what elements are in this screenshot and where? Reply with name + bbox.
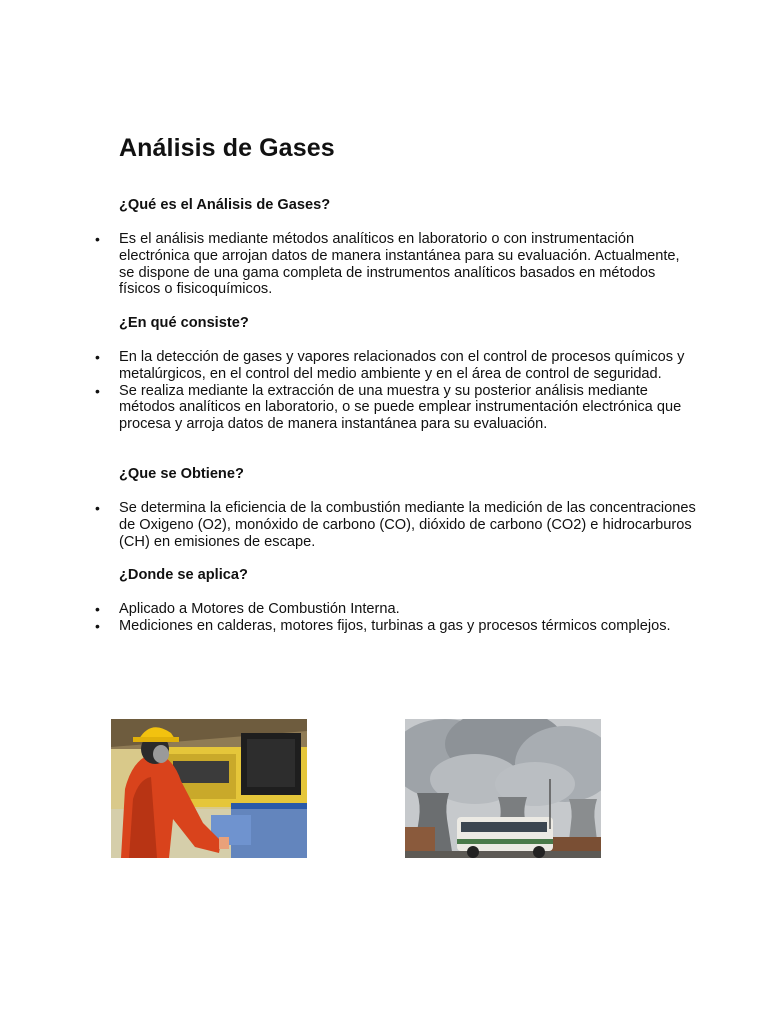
list-item: • Se determina la eficiencia de la combustión mediante la medición de las concentraciones de Oxigeno (O2), monóxido de carbono (CO), dióxido de carbono (CO2) e hidrocarburos (CH) en emisiones de escape. [119,500,699,550]
list-item: • Es el análisis mediante métodos analíticos en laboratorio o con instrumentación electrónica que arrojan datos de manera instantánea para su evaluación. Actualmente, se dispone de una gama completa de instrumentos analíticos basados en métodos físicos o fisicoquímicos. [119,231,699,298]
page-title: Análisis de Gases [119,134,335,162]
section-list-applied [119,601,699,635]
list-item: • Aplicado a Motores de Combustión Interna. [119,601,699,618]
technician-gas-analyzer-photo [111,719,307,858]
section-list-consists [119,349,699,433]
list-item: • En la detección de gases y vapores relacionados con el control de procesos químicos y metalúrgicos, en el control del medio ambiente y en el área de control de seguridad. [119,349,699,383]
section-heading-consists: ¿En qué consiste? [119,315,249,331]
section-heading-applied: ¿Donde se aplica? [119,567,248,583]
list-item: • Mediciones en calderas, motores fijos, turbinas a gas y procesos térmicos complejos. [119,618,699,635]
section-list-what-is [119,231,699,298]
section-list-obtained [119,500,699,550]
section-heading-obtained: ¿Que se Obtiene? [119,466,244,482]
section-heading-what-is: ¿Qué es el Análisis de Gases? [119,197,331,213]
list-item: • Se realiza mediante la extracción de una muestra y su posterior análisis mediante métodos analíticos en laboratorio, o se puede emplear instrumentación electrónica que procesa y arroja datos de manera instantánea para su evaluación. [119,383,699,433]
cooling-towers-emissions-photo [405,719,601,858]
